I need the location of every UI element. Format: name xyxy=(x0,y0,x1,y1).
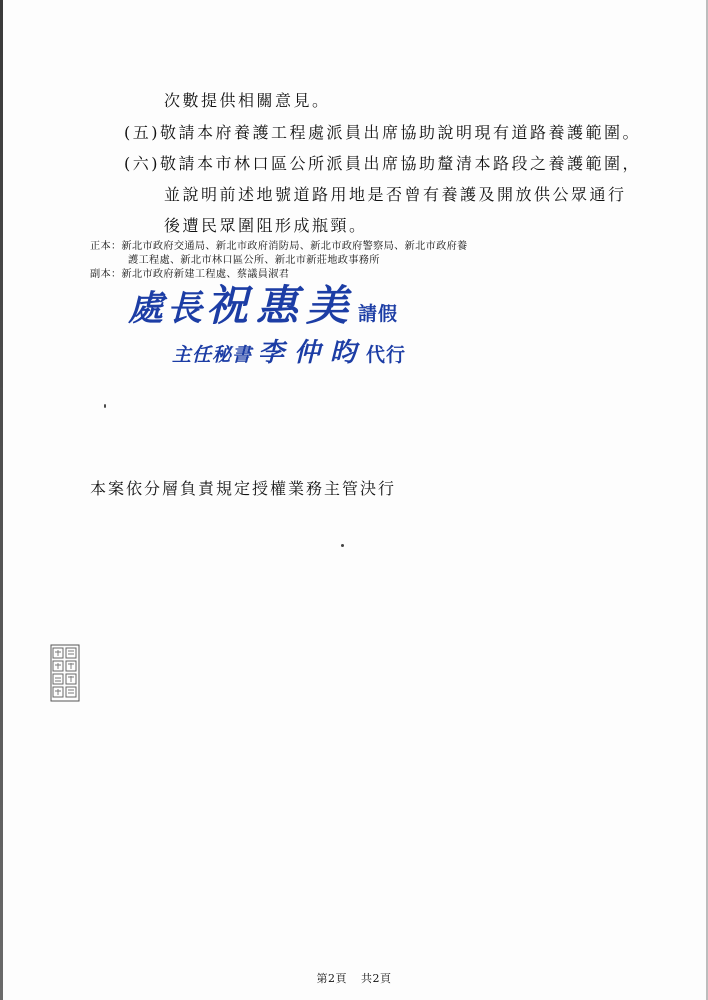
signature-stamp-deputy xyxy=(172,338,406,370)
body-line-2: (五)敬請本府養護工程處派員出席協助說明現有道路養護範圍。 xyxy=(124,123,641,142)
body-line-3: (六)敬請本市林口區公所派員出席協助釐清本路段之養護範圍， xyxy=(124,154,641,173)
page-total: 共2頁 xyxy=(361,972,392,985)
scan-edge-left xyxy=(0,0,3,1000)
body-line-5: 後遭民眾圍阻形成瓶頸。 xyxy=(164,216,368,235)
page-footer xyxy=(0,972,708,986)
director-name: 祝惠美 xyxy=(206,281,357,330)
scan-speck xyxy=(104,404,106,408)
distribution-primary-cont: 護工程處、新北市林口區公所、新北市新莊地政事務所 xyxy=(128,255,380,266)
signature-stamp-director xyxy=(128,281,399,336)
body-line-1: 次數提供相關意見。 xyxy=(164,91,331,110)
acting-note: 代行 xyxy=(366,344,407,366)
distribution-primary: 正本：新北市政府交通局、新北市政府消防局、新北市政府警察局、新北市政府養 xyxy=(90,241,468,252)
decision-note: 本案依分層負責規定授權業務主管決行 xyxy=(90,479,397,498)
page-number: 第2頁 xyxy=(316,972,347,985)
body-line-4: 並說明前述地號道路用地是否曾有養護及開放供公眾通行 xyxy=(164,185,627,204)
distribution-copy: 副本：新北市政府新建工程處、蔡議員淑君 xyxy=(90,269,290,280)
binding-seal-icon xyxy=(50,644,80,702)
deputy-title: 主任秘書 xyxy=(172,344,253,366)
director-title: 處長 xyxy=(128,288,207,329)
deputy-name: 李仲昀 xyxy=(258,338,367,368)
leave-note: 請假 xyxy=(358,303,399,325)
scan-speck xyxy=(341,544,344,547)
